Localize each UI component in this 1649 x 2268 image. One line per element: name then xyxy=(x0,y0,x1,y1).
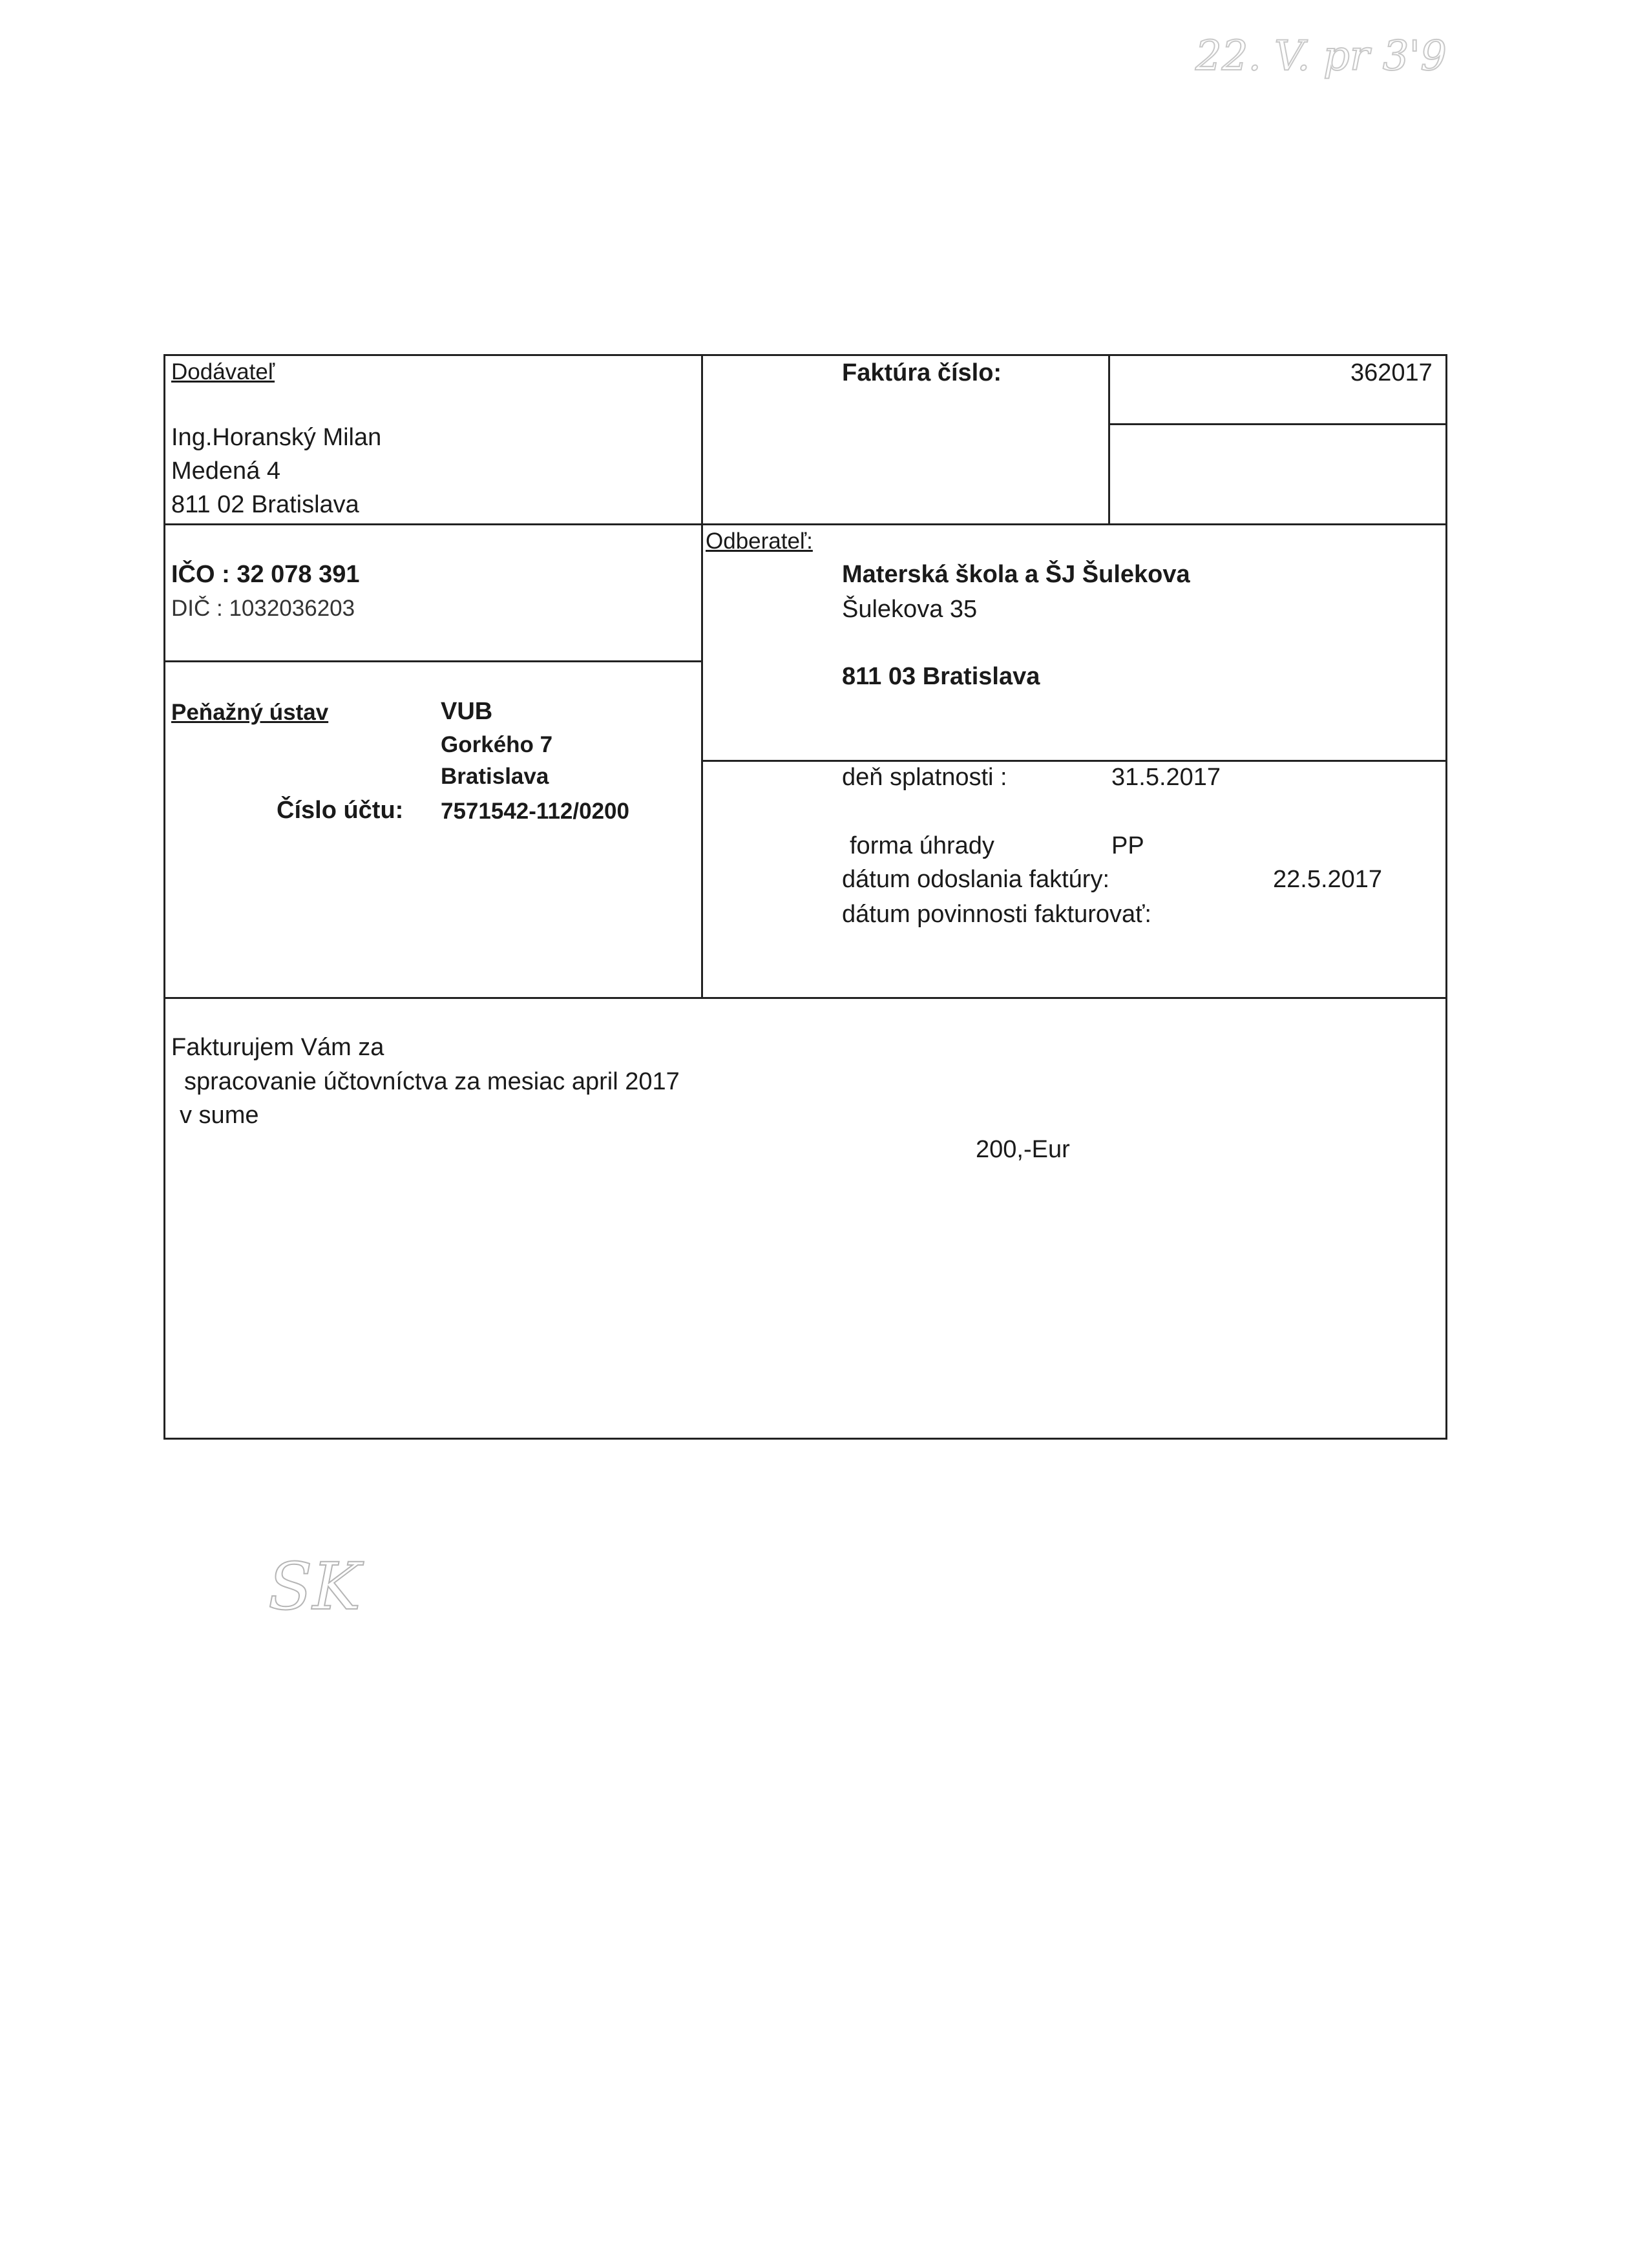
customer-heading: Odberateľ: xyxy=(706,529,813,554)
payment-top xyxy=(701,760,1447,762)
handwritten-date-text: 22. V. pr 3'9 xyxy=(1195,32,1447,80)
supplier-separator xyxy=(163,523,703,525)
customer-name: Materská škola a ŠJ Šulekova xyxy=(842,561,1190,588)
payment-method-value: PP xyxy=(1111,832,1144,859)
handwritten-initials-text: SK xyxy=(268,1549,361,1624)
invoice-number-label: Faktúra číslo: xyxy=(842,359,1002,386)
supplier-dic: DIČ : 1032036203 xyxy=(171,596,355,621)
customer-street: Šulekova 35 xyxy=(842,596,978,623)
customer-city: 811 03 Bratislava xyxy=(842,663,1040,690)
body-top xyxy=(163,997,1447,999)
frame-right xyxy=(1445,354,1447,1440)
bank-street: Gorkého 7 xyxy=(441,732,553,757)
handwritten-date-annotation xyxy=(1189,19,1473,90)
supplier-city: 811 02 Bratislava xyxy=(171,491,359,518)
account-number-value: 7571542-112/0200 xyxy=(441,799,629,824)
column-divider xyxy=(701,354,703,999)
body-line-2: spracovanie účtovníctva za mesiac april 2017 xyxy=(184,1068,680,1095)
supplier-ico: IČO : 32 078 391 xyxy=(171,561,360,588)
supplier-name: Ing.Horanský Milan xyxy=(171,424,382,451)
due-date-value: 31.5.2017 xyxy=(1111,764,1221,791)
bank-city: Bratislava xyxy=(441,764,549,789)
body-line-3: v sume xyxy=(180,1102,259,1129)
frame-bottom xyxy=(163,1438,1447,1440)
frame-left xyxy=(163,354,165,1440)
invoice-number-value: 362017 xyxy=(1350,359,1433,386)
bank-heading: Peňažný ústav xyxy=(171,700,329,725)
invoice-number-divider xyxy=(1108,354,1110,525)
account-number-label: Číslo účtu: xyxy=(277,797,404,824)
frame-top xyxy=(163,354,1447,356)
sent-date-label: dátum odoslania faktúry: xyxy=(842,866,1110,893)
sent-date-value: 22.5.2017 xyxy=(1273,866,1383,893)
payment-method-label: forma úhrady xyxy=(850,832,994,859)
invoice-number-hline xyxy=(1108,423,1447,425)
obligation-date-label: dátum povinnosti fakturovať: xyxy=(842,901,1151,928)
customer-top xyxy=(701,523,1447,525)
body-line-1: Fakturujem Vám za xyxy=(171,1034,384,1061)
supplier-street: Medená 4 xyxy=(171,457,281,485)
invoice-amount: 200,-Eur xyxy=(976,1136,1070,1163)
bank-name: VUB xyxy=(441,698,493,725)
due-date-label: deň splatnosti : xyxy=(842,764,1007,791)
handwritten-initials-annotation xyxy=(265,1544,394,1628)
supplier-heading: Dodávateľ xyxy=(171,359,275,384)
bank-separator xyxy=(163,660,703,662)
